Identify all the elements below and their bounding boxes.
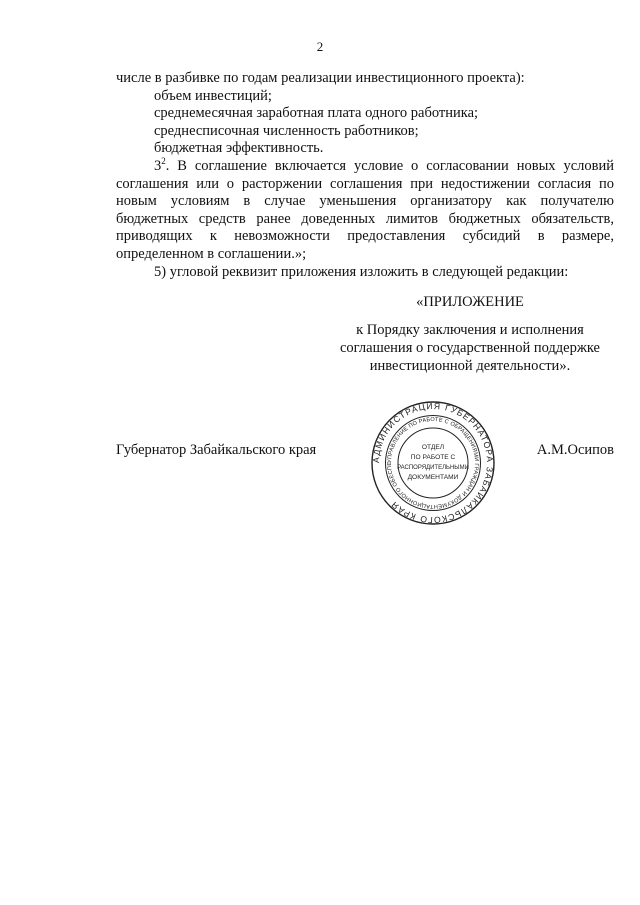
body-line: числе в разбивке по годам реализации инвестиционного проекта): (116, 70, 525, 86)
paragraph-number: 3 (154, 157, 162, 174)
seal-center-line: РАСПОРЯДИТЕЛЬНЫМИ (397, 465, 469, 471)
page-number: 2 (316, 39, 324, 54)
seal-center-line: ПО РАБОТЕ С (410, 454, 456, 461)
body-line: определенном в соглашении.»; (116, 245, 307, 262)
list-item: объем инвестиций; (154, 87, 272, 104)
appendix-line: инвестиционной деятельности». (369, 358, 571, 374)
seal-center-line: ОТДЕЛ (421, 444, 445, 451)
seal-inner-text: УПРАВЛЕНИЕ ПО РАБОТЕ С ОБРАЩЕНИЯМИ ГРАЖДАН И ДОКУМЕНТАЦИОННОГО ОБЕСПЕ (386, 416, 480, 510)
appendix-heading (330, 293, 610, 375)
list-item: бюджетная эффективность. (154, 140, 324, 157)
body-line: бюджетных средств ранее доведенных лимитов бюджетных обязательств, (116, 210, 614, 227)
paragraph-superscript: 2 (161, 155, 166, 166)
paragraph-5: 5) угловой реквизит приложения изложить в следующей редакции: (154, 263, 569, 280)
appendix-line: к Порядку заключения и исполнения (356, 322, 584, 338)
body-line: соглашения или о расторжении соглашения при недостижении согласия по (116, 175, 614, 192)
document-body (116, 70, 614, 281)
seal-center-line: ДОКУМЕНТАМИ (407, 474, 459, 481)
seal-graphic (370, 400, 496, 526)
seal-outer-text: АДМИНИСТРАЦИЯ ГУБЕРНАТОРА ЗАБАЙКАЛЬСКОГО КРАЯ (370, 400, 496, 526)
list-item: среднемесячная заработная плата одного работника; (154, 105, 479, 122)
body-line (116, 155, 614, 176)
signatory-title: Губернатор Забайкальского края (116, 442, 317, 458)
list-item: среднесписочная численность работников; (154, 122, 419, 139)
signatory-name: А.М.Осипов (536, 442, 614, 458)
appendix-title: «ПРИЛОЖЕНИЕ (416, 294, 524, 310)
official-seal-stamp (370, 400, 496, 526)
appendix-line: соглашения о государственной поддержке (340, 340, 600, 356)
body-line: приводящих к невозможности предоставления субсидий в размере, (116, 228, 614, 245)
paragraph-3-2 (116, 155, 614, 264)
body-line-text: . В соглашение включается условие о согласовании новых условий (165, 157, 614, 174)
body-line: новым условиям в случае уменьшения организатору как получателю (116, 193, 614, 210)
